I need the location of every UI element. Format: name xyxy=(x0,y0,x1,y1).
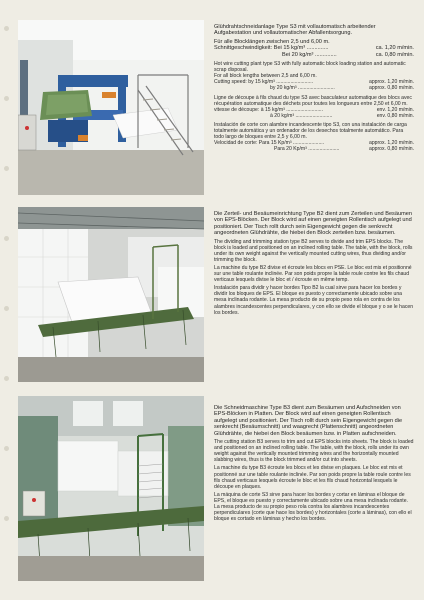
binding-hole xyxy=(4,166,9,171)
s3-en-length: For all block lengths between 2,5 and 6,00 m. xyxy=(214,73,317,80)
s3-es-intro: Instalación de corte con alambre incandescente tipo S3, con una instalación de carga totalmente automática y un ordenador de los desechos totalmente automático. Para todo largo de bloques entre 2,5 y 6,00 m. xyxy=(214,121,407,141)
s3-en-rate-2-value: approx. 0,80 m/min. xyxy=(368,85,414,92)
binding-hole xyxy=(4,306,9,311)
b2-en-text: The dividing and trimming station type B2 serves to divide and trim EPS blocks. The block is loaded and positioned on an inclined rolling table. The table, with the block, rolls under its own weight against the vertically mounted cutting wires, thus dividing and/or trimming the block. xyxy=(214,238,413,263)
b2-description xyxy=(214,211,414,318)
s3-fr-rate-2-value: env. 0,80 m/min. xyxy=(376,112,414,119)
s3-es-rate-1-label: Velocidad de corte: Para 15 Kp/m³ ...................... xyxy=(214,140,325,147)
s3-en-rate-2 xyxy=(214,85,414,91)
binding-holes xyxy=(4,0,10,600)
s3-de-rate-2-label: Bei 20 kg/m³ .............. xyxy=(282,51,337,58)
photo-b3-cutting-machine xyxy=(18,396,204,581)
s3-en-intro: Hot wire cutting plant type S3 with fully automatic block loading station and automatic scrap disposal. xyxy=(214,61,406,74)
binding-hole xyxy=(4,376,9,381)
s3-es-rate-2-value: approx. 0,80 m/min. xyxy=(368,146,414,153)
photo-s3-cutting-plant xyxy=(18,20,204,195)
s3-de-intro: Glühdrahtschneidanlage Type S3 mit vollautomatisch arbeitender Aufgabestation und vollautomatischer Abfallentsorgung. xyxy=(214,24,376,37)
s3-en-rate-1-label: Cutting speed: by 15 kg/m³ .......................... xyxy=(214,79,314,86)
photo-b2-trimming-station xyxy=(18,207,204,382)
s3-en-rate-2-label: by 20 kg/m³ .......................... xyxy=(270,85,335,92)
b2-de-text: Die Zerteil- und Besäumeinrichtung Type B2 dient zum Zerteilen und Besäumen von EPS-Blöcken. Der Block wird auf einen geneigten Rollentisch aufgelegt und positioniert. Der Tisch rollt durch sein Eigengewicht gegen die senkrecht angeordneten Glühdrähte, die hiebei den Block zerteilen bzw. besäumen. xyxy=(214,211,412,237)
s3-de-rate-1-label: Bei 15 kg/m³ .............. xyxy=(273,45,329,52)
s3-fr-rate-2 xyxy=(214,113,414,119)
s3-de-rate-1-value: ca. 1,20 m/min. xyxy=(375,45,414,52)
s3-es-rate-2 xyxy=(214,146,414,152)
s3-fr-rate-1-label: vitesse de découpe: à 15 kg/m³ .......................... xyxy=(214,106,323,113)
s3-en-rate-1-value: approx. 1,20 m/min. xyxy=(368,79,414,86)
s3-es-rate-2-label: Para 20 Kp/m³ ...................... xyxy=(274,146,340,153)
s3-fr-rate-1-value: env. 1,20 m/min. xyxy=(376,106,414,113)
s3-es-rate-1-value: approx. 1,20 m/min. xyxy=(368,140,414,147)
binding-hole xyxy=(4,516,9,521)
s3-de-speed-label-inline: Schnittgeschwindigkeit: xyxy=(214,45,273,52)
b2-es-text: Instalación para dividir y hacer bordes Tipo B2 la cual sirve para hacer los bordes y dividir los bloques de EPS. El bloque es puesto y correctamente ubicado sobre una mesa inclinada rodante. La mesa producto de su propio peso rola en contra de los alambres incandescentes perpendiculares, y con ello se divide el bloque y o se le hacen los bordes. xyxy=(214,285,414,316)
binding-hole xyxy=(4,236,9,241)
binding-hole xyxy=(4,446,9,451)
binding-hole xyxy=(4,26,9,31)
s3-description xyxy=(214,24,414,152)
s3-fr-rate-2-label: à 20 kg/m³ .......................... xyxy=(270,112,333,119)
b2-fr-text: La machine du type B2 divise et écroute les blocs en PSE. Le bloc est mis et positionné sur une table roulante inclinée. Par son poids propre la table roule contre les fils chaud verticaux lesquels divise le bloc et / écroute en même temp. xyxy=(214,265,412,284)
b3-description xyxy=(214,405,414,524)
binding-hole xyxy=(4,96,9,101)
b3-es-text: La máquina de corte S3 sirve para hacer los bordes y cortar en láminas el bloque de EPS, el bloque es puesto y correctamente ubicado sobre una mesa inclinada rodante. La mesa producto de su propio peso rola contra los alambres incandescentes perpendiculares (corte que hace los bordes) y horizontales (corte a láminas), con ello el bloque es cortado en láminas y hecho los bordes. xyxy=(214,491,412,523)
b3-de-text: Die Schneidmaschine Type B3 dient zum Besäumen und Aufschneiden von EPS-Blöcken in Platten. Der Block wird auf einen geneigten Rollentisch aufgelegt und positioniert. Der Tisch rollt durch sein Eigengewicht gegen die senkrecht (Besäumschnitt) und waagrecht (Plattenschnitt) angeordneten Glühdrähte, die hiebei den Block besäumen bzw. in Platten aufschneiden. xyxy=(214,405,403,437)
b3-en-text: The cutting station B3 serves to trim and cut EPS blocks into sheets. The block is loaded and positioned on an inclined rolling table. The table, with the block, rolls under its own weight against the vertically mounted trimming wires and the horizontally mounted slabbing wires, thus is the block trimmed and/or cut into sheets. xyxy=(214,439,414,464)
b3-fr-text: La machine du type B3 écroute les blocs et les divise en plaques. Le bloc est mis et positionné sur une table roulante inclinée. Par son poids propre la table roule contre les fils chaud verticaux lesquels écroute le bloc et les fils chaud horizontal lesquels le découpe en plaques. xyxy=(214,465,411,490)
s3-de-rate-2 xyxy=(214,52,414,58)
s3-de-rate-2-value: ca. 0,80 m/min. xyxy=(375,51,414,58)
s3-de-length: Für alle Blocklängen zwischen 2,5 und 6,00 m. xyxy=(214,38,330,45)
s3-fr-intro: Ligne de découpe à fils chaud du type S3 avec basculateur automatique des blocs avec récupération automatique des déchets pour toutes les longueurs entre 2,50 et 6,00 m. xyxy=(214,94,412,107)
